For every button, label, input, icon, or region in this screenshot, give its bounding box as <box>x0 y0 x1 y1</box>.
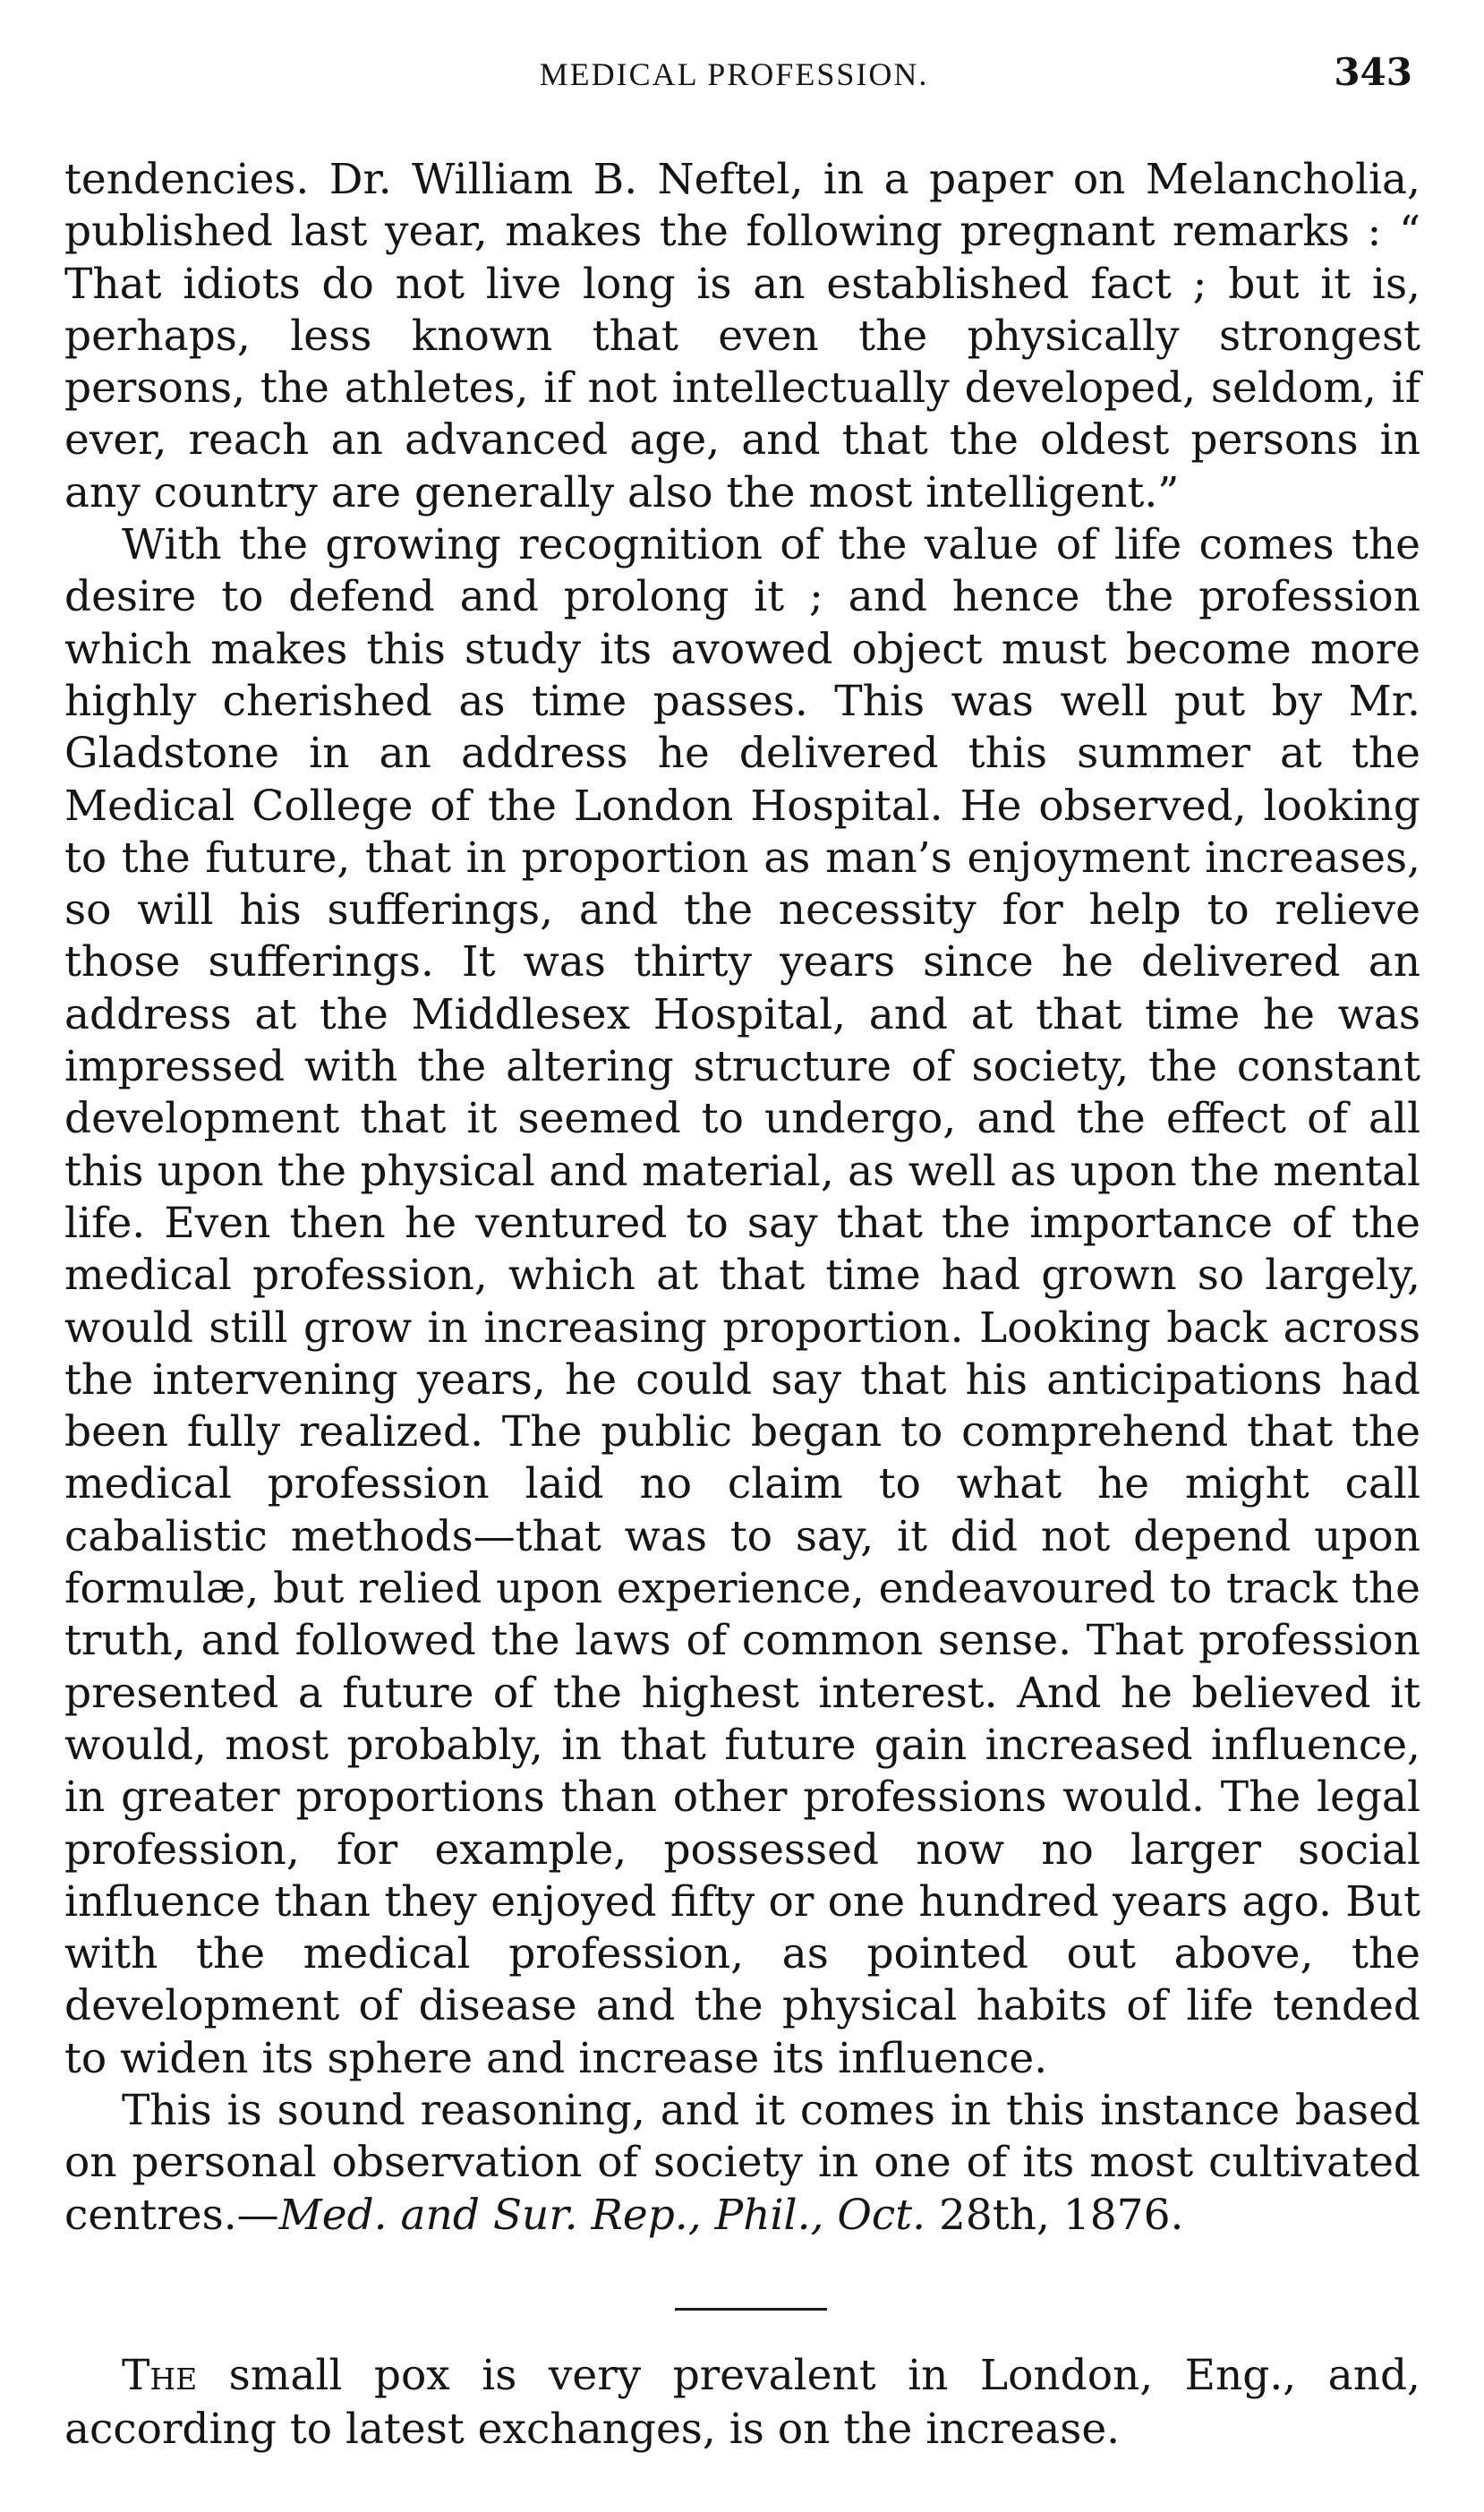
paragraph-sound-reasoning <box>64 2085 1420 2242</box>
section-divider-rule <box>675 2308 827 2311</box>
notice-lead-word: The <box>122 2351 198 2400</box>
article-body <box>64 154 1420 2242</box>
source-date: 28th, 1876. <box>925 2190 1184 2240</box>
notice-text: small pox is very prevalent in London, Eng., and, according to latest exchanges, is on the increase. <box>64 2351 1420 2454</box>
paragraph-sound-reasoning-text: This is sound reasoning, and it comes in this instance based on personal observation of society in one of its most cultivated centres.— <box>64 2085 1420 2240</box>
running-title: MEDICAL PROFESSION. <box>539 56 929 92</box>
paragraph-gladstone-address: With the growing recognition of the value of life comes the desire to defend and prolong it ; and hence the profession which makes this study its avowed object must become more highly cherished as time passes. This was well put by Mr. Gladstone in an address he delivered this summer at the Medical College of the London Hospital. He observed, looking to the future, that in proportion as man’s enjoyment increases, so will his sufferings, and the necessity for help to relieve those sufferings. It was thirty years since he delivered an address at the Middlesex Hospital, and at that time he was impressed with the altering structure of society, the constant development that it seemed to undergo, and the effect of all this upon the physical and material, as well as upon the mental life. Even then he ventured to say that the importance of the medical profession, which at that time had grown so largely, would still grow in increasing proportion. Looking back across the intervening years, he could say that his anticipations had been fully realized. The public began to comprehend that the medical profession laid no claim to what he might call cabalistic methods—that was to say, it did not depend upon formulæ, but relied upon experience, endeavoured to track the truth, and followed the laws of common sense. That profession presented a future of the highest interest. And he believed it would, most probably, in that future gain increased influence, in greater proportions than other professions would. The legal profession, for example, possessed now no larger social influence than they enjoyed fifty or one hundred years ago. But with the medical profession, as pointed out above, the development of disease and the physical habits of life tended to widen its sphere and increase its influence. <box>64 520 1420 2083</box>
small-pox-notice <box>64 2349 1420 2456</box>
page-number: 343 <box>1334 50 1412 94</box>
paragraph-tendencies: tendencies. Dr. William B. Neftel, in a paper on Melancholia, published last year, makes the following pregnant remarks : “ That idiots do not live long is an established fact ; but it is, perhaps, less known that even the physically strongest persons, the athletes, if not intellectually developed, seldom, if ever, reach an advanced age, and that the oldest persons in any country are generally also the most intelligent.” <box>64 155 1420 517</box>
source-citation: Med. and Sur. Rep., Phil., Oct. <box>278 2190 926 2240</box>
running-head <box>0 50 1484 109</box>
